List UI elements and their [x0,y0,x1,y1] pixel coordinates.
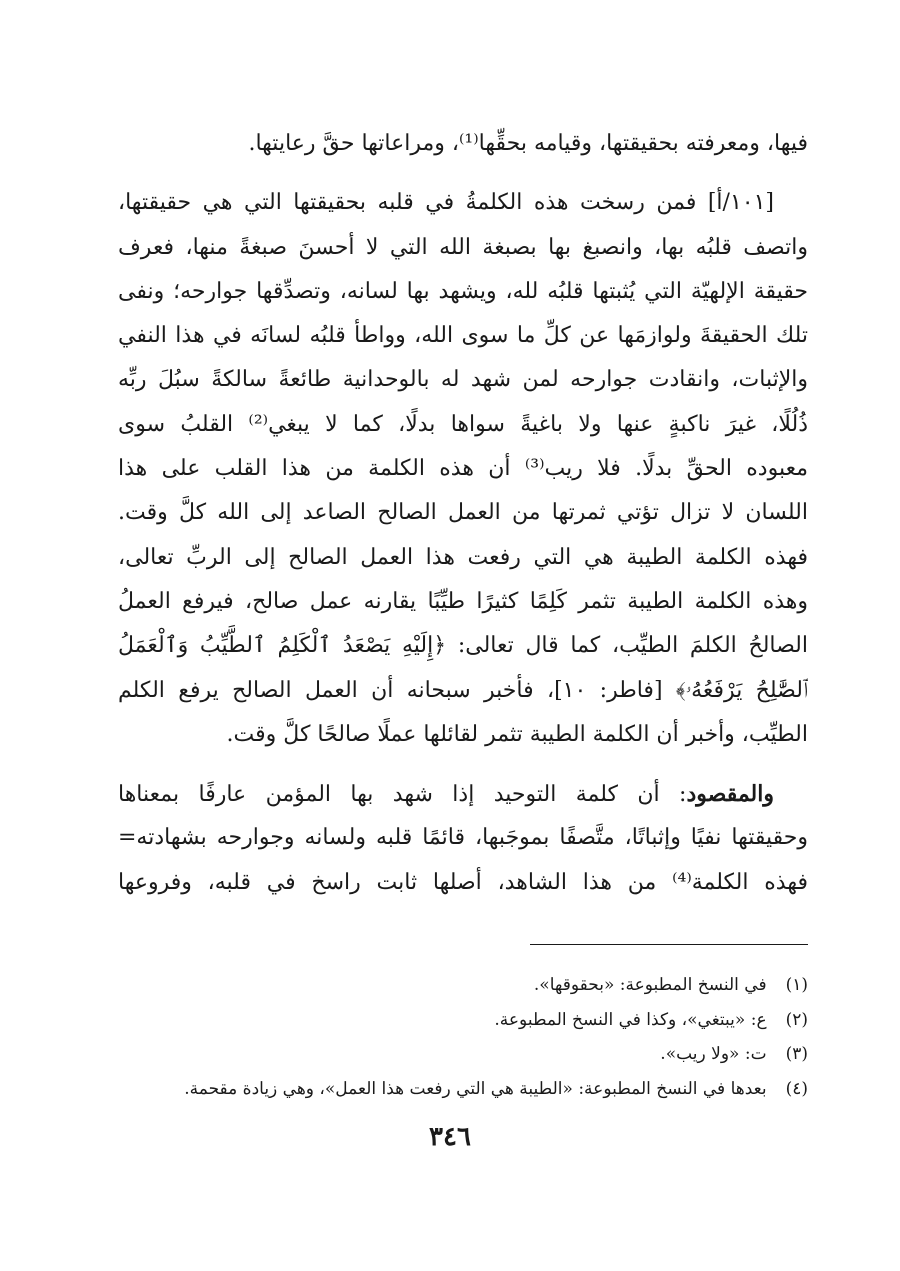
text-line: تلك الحقيقةَ ولوازمَها عن كلِّ ما سوى الله، وواطأ قلبُه لسانَه في هذا النفي [118,323,808,349]
text-line: الطيِّب، وأخبر أن الكلمة الطيبة تثمر لقائلها عملًا صالحًا كلَّ وقت. [226,721,808,747]
footnote-number: (٤) [785,1078,808,1099]
text-line: فهذه الكلمة⁽⁴⁾ من هذا الشاهد، أصلها ثابت راسخ في قلبه، وفروعها [118,869,808,895]
main-text [118,122,808,905]
footnote-text: ع: «يبتغي»، وكذا في النسخ المطبوعة. [494,1009,767,1030]
text-line: وهذه الكلمة الطيبة تثمر كَلِمًا كثيرًا طيِّبًا يقارنه عمل صالح، فيرفع العملُ [118,588,808,614]
footnote-number: (١) [785,975,808,995]
text-line: [١٠١/أ] فمن رسخت هذه الكلمةُ في قلبه بحقيقتها التي هي حقيقتها، [118,190,774,216]
paragraph-lead-word: والمقصود [686,781,774,808]
page-number: ٣٤٦ [429,1122,471,1152]
footnote-number: (٢) [785,1009,808,1030]
footnote-item [118,1003,808,1038]
text-line: ذُلُلًا، غيرَ ناكبةٍ عنها ولا باغيةً سواها بدلًا، كما لا يبغي⁽²⁾ القلبُ سوى [118,411,808,437]
text-line: وحقيقتها نفيًا وإثباتًا، متَّصفًا بموجَبها، قائمًا قلبه ولسانه وجوارحه بشهادته= [118,825,808,851]
footnote-number: (٣) [785,1044,808,1064]
text-line-paragraph-start: والمقصود: أن كلمة التوحيد إذا شهد بها المؤمن عارفًا بمعناها [118,781,774,808]
text-line: ٱلصَّٰلِحُ يَرْفَعُهُۥ﴾ [فاطر: ١٠]، فأخبر سبحانه أن العمل الصالح يرفع الكلم [118,677,808,703]
footnote-item [118,1072,808,1107]
text-line: والإثبات، وانقادت جوارحه لمن شهد له بالوحدانية طائعةً سالكةً سبُلَ ربِّه [118,367,808,393]
footnote-text: في النسخ المطبوعة: «بحقوقها». [533,975,767,995]
text-line: فيها، ومعرفته بحقيقتها، وقيامه بحقِّها⁽¹⁾، ومراعاتها حقَّ رعايتها. [248,131,808,156]
text-line: معبوده الحقِّ بدلًا. فلا ريب⁽³⁾ أن هذه الكلمة من هذا القلب على هذا [118,456,808,482]
footnote-text: ت: «ولا ريب». [660,1044,767,1064]
text-line: الصالحُ الكلمَ الطيِّب، كما قال تعالى: ﴿إِلَيْهِ يَصْعَدُ ٱلْكَلِمُ ٱلطَّيِّبُ وَٱلْعَمَلُ [118,633,808,659]
footnote-item [118,1037,808,1072]
text-line: فهذه الكلمة الطيبة هي التي رفعت هذا العمل الصالح إلى الربِّ تعالى، [118,544,808,570]
text-line: حقيقة الإلهيّة التي يُثبتها قلبُه لله، ويشهد بها لسانه، وتصدِّقها جوارحه؛ ونفى [118,278,808,304]
footnote-text: بعدها في النسخ المطبوعة: «الطيبة هي التي رفعت هذا العمل»، وهي زيادة مقحمة. [184,1078,767,1099]
text-line: واتصف قلبُه بها، وانصبغ بها بصبغة الله التي لا أحسنَ صبغةً منها، فعرف [118,234,808,260]
footnote-divider [530,944,808,945]
footnotes [118,968,808,1106]
text-line: اللسان لا تزال تؤتي ثمرتها من العمل الصالح الصاعد إلى الله كلَّ وقت. [118,500,808,526]
footnote-item [118,968,808,1003]
